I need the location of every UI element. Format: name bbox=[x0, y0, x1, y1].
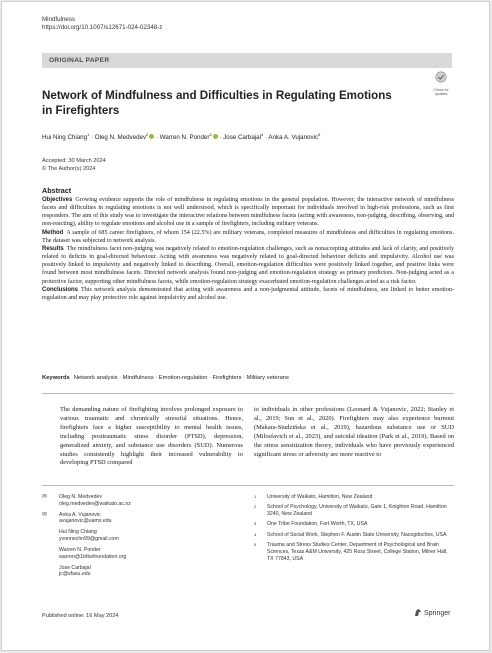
check-updates-icon bbox=[435, 71, 447, 83]
keywords bbox=[42, 375, 289, 381]
publisher-name: Springer bbox=[424, 610, 451, 617]
paper-page bbox=[1, 1, 490, 651]
journal-header bbox=[42, 16, 162, 32]
contact-email[interactable]: yvonnechn99@gmail.com bbox=[59, 535, 119, 542]
envelope-icon: ✉ bbox=[42, 511, 48, 518]
affiliation-list bbox=[254, 494, 454, 566]
author[interactable]: Anka A. Vujanovic$^5$ bbox=[268, 132, 321, 142]
contact-entry bbox=[42, 565, 232, 578]
affiliation: 5 Trauma and Stress Studies Center, Department of Psychological and Brain Sciences, Texas A&M University, 425 Ross Street, College Station, Milner Hall, TX 77843, USA bbox=[254, 541, 448, 562]
abstract-objectives: Objectives Growing evidence supports the role of mindfulness in regulating emotions in the general population. However, the interactive network of mindfulness facets and difficulties in regulating emotions is not well understood, which is specifically important for individuals involved in high-risk professions, such as first responders. The aim of this study was to investigate the interactive relations between mindfulness facets (acting with awareness, non-judging, describing, observing, and non-reacting), ability to regulate emotions and alcohol use in a sample of firefighters, including military veterans. bbox=[42, 197, 454, 228]
contact-entry bbox=[42, 512, 232, 525]
author[interactable]: Oleg N. Medvedev$^2$ bbox=[95, 134, 154, 141]
abstract-method: Method A sample of 685 career firefighters, of whom 154 (22.5%) are military veterans, completed measures of mindfulness and difficulties in regulating emotions. The dataset was subjected to network analysis. bbox=[42, 229, 454, 244]
contact-email[interactable]: jc@sfasu.edu bbox=[59, 571, 91, 578]
contact-email[interactable]: oleg.medvedev@waikato.ac.nz bbox=[59, 500, 131, 507]
contact-email[interactable]: avujanovic@uams.edu bbox=[59, 518, 112, 525]
journal-doi[interactable]: https://doi.org/10.1007/s12671-024-02348-z bbox=[42, 24, 163, 31]
contact-email[interactable]: warren@1tribefoundation.org bbox=[59, 553, 127, 560]
contact-entry bbox=[42, 494, 232, 507]
author[interactable]: Jose Carbajal$^4$ bbox=[223, 132, 264, 142]
footnote-divider bbox=[42, 485, 454, 486]
affiliation: 1 University of Waikato, Hamilton, New Zealand bbox=[254, 494, 373, 500]
paper-title: Network of Mindfulness and Difficulties in Regulating Emotions in Firefighters bbox=[42, 89, 392, 117]
section-label: ORIGINAL PAPER bbox=[42, 53, 452, 68]
journal-name: Mindfulness bbox=[42, 16, 76, 23]
contact-name: Jose Carbajal bbox=[59, 564, 91, 571]
author-list: Hui Ning Chiang$^1$ · Oleg N. Medvedev$^2$ · Warren N. Ponder$^3$ · Jose Carbajal$^4$ · Anka A. Vujanovic$^5$ bbox=[42, 132, 321, 142]
springer-horse-icon bbox=[414, 608, 422, 617]
affiliation: 2 School of Psychology, University of Waikato, Gate 1, Knighton Road, Hamilton 3240, New Zealand bbox=[254, 504, 447, 518]
publisher-logo bbox=[414, 608, 450, 617]
article-dates bbox=[42, 157, 106, 173]
contact-entry bbox=[42, 529, 232, 542]
divider bbox=[42, 393, 454, 394]
contact-name: Anka A. Vujanovic bbox=[59, 511, 101, 518]
orcid-icon[interactable] bbox=[149, 134, 154, 139]
envelope-icon: ✉ bbox=[42, 494, 48, 500]
affiliation: 3 One Tribe Foundation, Fort Worth, TX, USA bbox=[254, 521, 368, 528]
contact-name: Hui Ning Chiang bbox=[59, 529, 97, 536]
contact-name: Oleg N. Medvedev bbox=[59, 494, 102, 500]
author[interactable]: Warren N. Ponder$^3$ bbox=[160, 134, 218, 141]
keywords-list: Network analysis · Mindfulness · Emotion-regulation · Firefighters · Military veterans bbox=[73, 375, 289, 381]
abstract-results: Results The mindfulness facet non-judging was negatively related to emotion-regulation challenges, such as nonaccepting attitudes and lack of clarity, and positively related to deficits in goal-directed behaviour. Acting with awareness was negatively related to goal-directed behaviour deficits and impulsivity. Alcohol use was positively linked to impulsivity and negatively linked to describing. Overall, emotion-regulation difficulties were positively linked together, and positive links were found between most mindfulness facets. Directed network analysis found non-judging and emotion-regulation strategy as primary predictors. Non-judging acted as a protective factor, supporting other mindfulness facets, while emotion-regulation strategy exacerbated emotion-regulation challenges acted as a risk factor. bbox=[42, 245, 454, 285]
abstract-heading: Abstract bbox=[42, 186, 72, 195]
contact-list bbox=[42, 494, 232, 582]
body-text-left: The demanding nature of firefighting involves prolonged exposure to various traumatic and chronically stressful situations. Hence, firefighters face a higher susceptibility to mental health issues, including posttraumatic stress disorder (PTSD), depression, generalized anxiety, and substance use disorders (SUD). Numerous studies consistently highlight their increased vulnerability to developing PTSD compared bbox=[60, 406, 243, 467]
check-updates-label: Check for updates bbox=[433, 88, 449, 96]
contact-entry bbox=[42, 547, 232, 560]
body-text-right: to individuals in other professions (Leonard & Vujanovic, 2022; Stanley et al., 2019; Sun et al., 2020). Firefighters may also experience burnout (Makara-Studzińska et al., 2019), hazardous substance use or SUD (Milosfavich et al., 2023), and suicidal ideation (Park et al., 2019). Based on the stress sensitization theory, individuals who have previously experienced significant stress or adversity are more reactive to bbox=[254, 406, 454, 458]
abstract-body bbox=[42, 196, 454, 302]
accepted-date: Accepted: 30 March 2024 bbox=[42, 158, 106, 164]
published-date: Published online: 16 May 2024 bbox=[42, 613, 119, 619]
contact-name: Warren N. Ponder bbox=[59, 547, 101, 554]
copyright-notice: © The Author(s) 2024 bbox=[42, 166, 96, 172]
affiliation: 4 School of Social Work, Stephen F. Austin State University, Nacogdoches, USA bbox=[254, 531, 447, 538]
abstract-conclusions: Conclusions This network analysis demonstrated that acting with awareness and a non-judgmental attitude, facets of mindfulness, are linked to better emotion-regulation and may play protective role against impulsivity and alcohol use. bbox=[42, 286, 454, 301]
author[interactable]: Hui Ning Chiang$^1$ bbox=[42, 132, 90, 142]
check-updates-badge[interactable] bbox=[429, 70, 453, 96]
keywords-label: Keywords bbox=[42, 375, 70, 381]
orcid-icon[interactable] bbox=[213, 134, 218, 139]
